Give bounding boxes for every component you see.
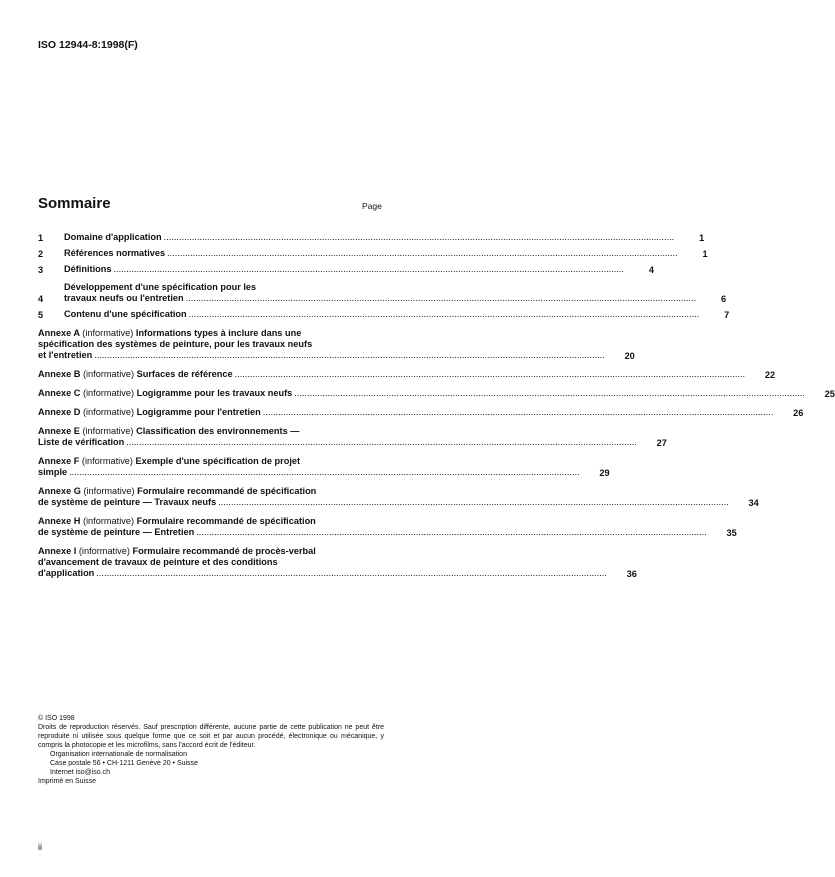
toc-title-line: Domaine d'application: [64, 232, 162, 242]
dot-leader: ........................................................................................................................................................................................................: [218, 497, 729, 507]
annex-type: (informative): [83, 486, 135, 496]
toc-entry-number: 2: [38, 249, 44, 259]
toc-page-number: 4: [648, 265, 654, 275]
toc-entry[interactable]: [38, 369, 776, 380]
toc-entry[interactable]: [38, 516, 737, 538]
annex-label: Annexe E: [38, 426, 80, 436]
toc-page-number: 25: [824, 389, 835, 399]
annex-type: (informative): [78, 546, 130, 556]
toc-title-line: d'application: [38, 568, 95, 578]
toc-entry[interactable]: [38, 388, 835, 399]
toc-entry[interactable]: [38, 546, 637, 579]
annex-label: Annexe C: [38, 388, 81, 398]
page-number: ii: [38, 842, 42, 852]
toc-title-line: de système de peinture — Travaux neufs: [38, 497, 217, 507]
toc-entry[interactable]: [38, 328, 635, 361]
dot-leader: ........................................................................................................................................................................................................: [188, 309, 700, 319]
toc-entry-title: [64, 248, 684, 259]
annex-type: (informative): [82, 388, 135, 398]
dot-leader: ........................................................................................................................................................................................................: [163, 232, 675, 242]
annex-label: Annexe I: [38, 546, 77, 556]
toc-title-line: Formulaire recommandé de spécification: [136, 516, 316, 526]
page-column-label: Page: [362, 201, 382, 211]
toc-title-line: Classification des environnements —: [136, 426, 300, 436]
toc-page-number: 1: [699, 233, 705, 243]
toc-title-line: Définitions: [64, 264, 112, 274]
organisation-name: Organisation internationale de normalisation: [50, 751, 187, 758]
toc-title-line: spécification des systèmes de peinture, pour les travaux neufs: [38, 339, 313, 349]
annex-label: Annexe B: [38, 369, 81, 379]
postal-address: Case postale 56 • CH-1211 Genève 20 • Suisse: [50, 760, 198, 767]
toc-title-line: Exemple d'une spécification de projet: [135, 456, 301, 466]
table-of-contents: [38, 232, 835, 579]
toc-entry-number: 5: [38, 310, 44, 320]
annex-type: (informative): [82, 407, 135, 417]
toc-page-number: 1: [702, 249, 708, 259]
toc-page-number: 22: [764, 370, 776, 380]
dot-leader: ........................................................................................................................................................................................................: [196, 527, 707, 537]
toc-entry-title: [38, 407, 779, 418]
toc-title-line: Surfaces de référence: [136, 369, 233, 379]
toc-entry-title: [38, 328, 611, 361]
toc-title-line: Logigramme pour l'entretien: [136, 407, 261, 417]
toc-entry-title: [38, 516, 713, 538]
toc-page-number: 36: [626, 569, 637, 579]
toc-entry[interactable]: [38, 264, 654, 275]
toc-page-number: 7: [724, 310, 730, 320]
toc-entry[interactable]: [38, 407, 804, 418]
toc-entry-title: [38, 486, 735, 508]
dot-leader: ........................................................................................................................................................................................................: [94, 350, 605, 360]
toc-entry-number: 1: [38, 233, 44, 243]
dot-leader: ........................................................................................................................................................................................................: [96, 568, 607, 578]
toc-entry-title: [64, 264, 630, 275]
toc-entry-title: [38, 426, 643, 448]
toc-title-line: d'avancement de travaux de peinture et des conditions: [38, 557, 278, 567]
internet-contact: Internet iso@iso.ch: [50, 769, 111, 776]
annex-label: Annexe F: [38, 456, 80, 466]
toc-entry-title: [64, 282, 702, 304]
toc-title-line: Informations types à inclure dans une: [135, 328, 302, 338]
toc-entry[interactable]: [38, 282, 727, 304]
toc-entry[interactable]: [38, 456, 610, 478]
toc-page-number: 34: [748, 498, 759, 508]
toc-page-number: 35: [726, 528, 737, 538]
toc-title-line: Références normatives: [64, 248, 166, 258]
toc-page-number: 29: [599, 468, 610, 478]
toc-title-line: simple: [38, 467, 68, 477]
toc-entry[interactable]: [38, 232, 705, 243]
copyright-footer: [38, 714, 384, 786]
annex-type: (informative): [82, 426, 134, 436]
annex-label: Annexe D: [38, 407, 81, 417]
dot-leader: ........................................................................................................................................................................................................: [126, 437, 637, 447]
annex-label: Annexe A: [38, 328, 80, 338]
toc-entry[interactable]: [38, 248, 708, 259]
toc-title-line: Logigramme pour les travaux neufs: [136, 388, 293, 398]
page-title: Sommaire: [38, 195, 111, 212]
toc-entry-title: [38, 369, 751, 380]
toc-title-line: Formulaire recommandé de procès-verbal: [132, 546, 316, 556]
toc-title-line: Formulaire recommandé de spécification: [137, 486, 317, 496]
toc-title-line: et l'entretien: [38, 350, 93, 360]
annex-type: (informative): [82, 516, 135, 526]
toc-title-line: Liste de vérification: [38, 437, 125, 447]
annex-type: (informative): [82, 369, 135, 379]
copyright-line: © ISO 1998: [38, 715, 75, 722]
rights-text: Droits de reproduction réservés. Sauf prescription différente, aucune partie de cette publication ne peut être reproduite ni utilisée sous quelque forme que ce soit et par aucun procédé, électronique ou mécanique, y compris la photocopie et les microfilms, sans l'accord écrit de l'éditeur.: [38, 724, 384, 749]
toc-entry-number: 3: [38, 265, 44, 275]
toc-entry-number: 4: [38, 294, 44, 304]
printed-in: Imprimé en Suisse: [38, 778, 96, 785]
dot-leader: ........................................................................................................................................................................................................: [294, 388, 805, 398]
toc-entry-title: [64, 232, 680, 243]
toc-entry-title: [38, 388, 811, 399]
toc-entry-title: [64, 309, 705, 320]
annex-type: (informative): [81, 456, 133, 466]
toc-page-number: 27: [656, 438, 667, 448]
toc-page-number: 26: [793, 408, 804, 418]
dot-leader: ........................................................................................................................................................................................................: [113, 264, 624, 274]
annex-label: Annexe H: [38, 516, 81, 526]
dot-leader: ........................................................................................................................................................................................................: [69, 467, 580, 477]
toc-entry[interactable]: [38, 309, 730, 320]
toc-title-line: travaux neufs ou l'entretien: [64, 293, 184, 303]
toc-title-line: de système de peinture — Entretien: [38, 527, 195, 537]
dot-leader: ........................................................................................................................................................................................................: [185, 293, 697, 303]
toc-title-line: Contenu d'une spécification: [64, 309, 187, 319]
dot-leader: ........................................................................................................................................................................................................: [262, 407, 774, 417]
toc-entry-title: [38, 456, 586, 478]
annex-label: Annexe G: [38, 486, 81, 496]
toc-page-number: 6: [721, 294, 727, 304]
dot-leader: ........................................................................................................................................................................................................: [167, 248, 678, 258]
document-header: ISO 12944-8:1998(F): [38, 39, 138, 51]
dot-leader: ........................................................................................................................................................................................................: [234, 369, 746, 379]
annex-type: (informative): [82, 328, 134, 338]
toc-page-number: 20: [624, 351, 635, 361]
toc-title-line: Développement d'une spécification pour les: [64, 282, 257, 292]
toc-entry[interactable]: [38, 486, 759, 508]
toc-entry[interactable]: [38, 426, 667, 448]
toc-entry-title: [38, 546, 613, 579]
